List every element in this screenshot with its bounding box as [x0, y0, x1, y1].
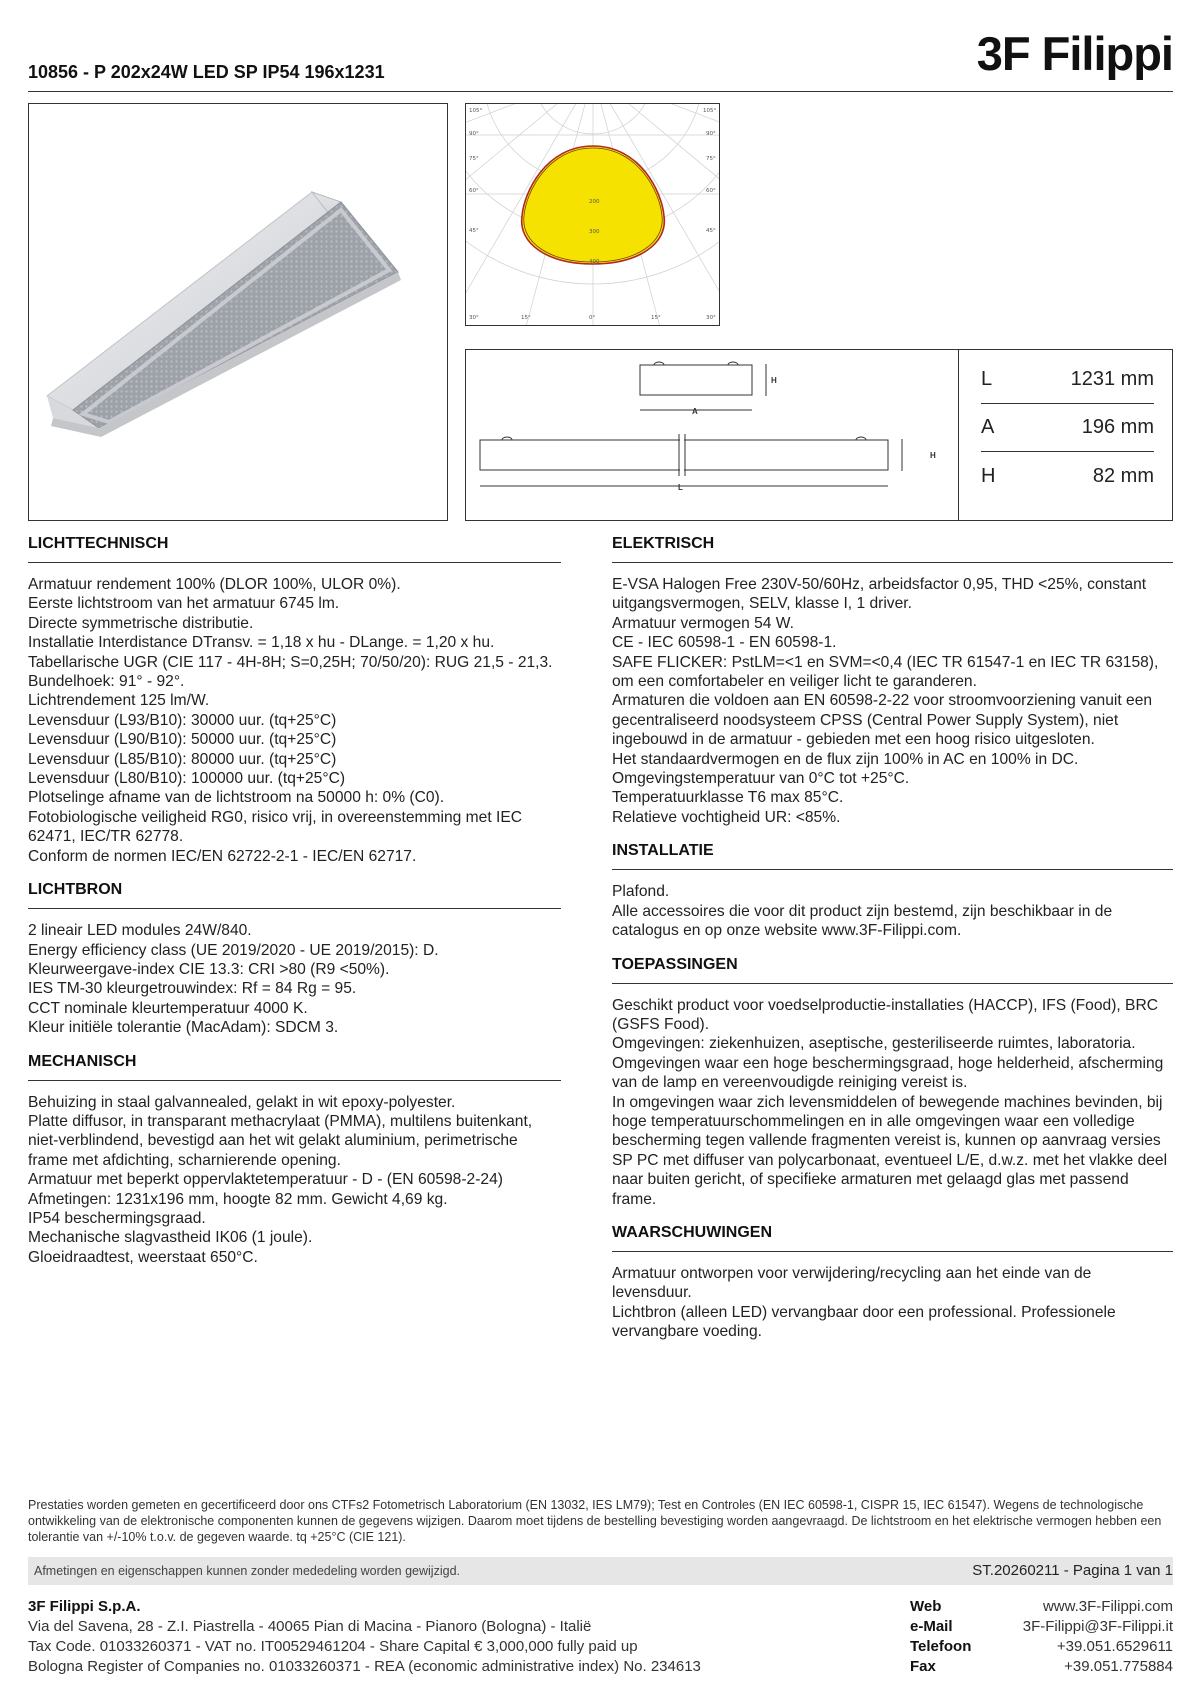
company-address: Via del Savena, 28 - Z.I. Piastrella - 40065 Pian di Macina - Pianoro (Bologna) - Italië: [28, 1618, 592, 1635]
right-column: [612, 535, 1173, 1357]
dimension-row-width: [981, 404, 1154, 452]
spec-line: Het standaardvermogen en de flux zijn 100% in AC en 100% in DC.: [612, 750, 1079, 768]
spec-line: Platte diffusor, in transparant methacrylaat (PMMA), multilens buitenkant, niet-verblindend, bevestigd aan het wit gelakt aluminium, perimetrische frame met afdichting, scharnierende opening.: [28, 1112, 533, 1169]
spec-line: Omgevingen: ziekenhuizen, aseptische, gesteriliseerde ruimtes, laboratoria.: [612, 1035, 1136, 1053]
company-register: Bologna Register of Companies no. 01033260371 - REA (economic administrative index) No. 234613: [28, 1658, 701, 1675]
product-photo: [28, 103, 448, 521]
brand-logo: 3F Filippi: [976, 27, 1173, 80]
disclaimer-text: Afmetingen en eigenschappen kunnen zonder mededeling worden gewijzigd.: [34, 1564, 460, 1578]
section-heading-lichtbron: LICHTBRON: [28, 881, 561, 909]
spec-line: Omgevingstemperatuur van 0°C tot +25°C.: [612, 770, 910, 788]
spec-line: SAFE FLICKER: PstLM=<1 en SVM=<0,4 (IEC TR 61547-1 en IEC TR 63158), om een comfortabeler en veiliger licht te garanderen.: [612, 653, 1159, 691]
spec-line: Behuizing in staal galvannealed, gelakt in wit epoxy-polyester.: [28, 1093, 456, 1111]
spec-line: Fotobiologische veiligheid RG0, risico vrij, in overeenstemming met IEC 62471, IEC/TR 62778.: [28, 808, 523, 846]
contact-key: Web: [910, 1598, 942, 1615]
section-heading-mechanisch: MECHANISCH: [28, 1053, 561, 1081]
polar-diagram: [465, 103, 720, 326]
contact-fax: +39.051.775884: [1064, 1658, 1173, 1675]
header-divider: [28, 91, 1173, 92]
company-name: 3F Filippi S.p.A.: [28, 1598, 141, 1615]
polar-label: 45°: [469, 228, 479, 234]
contact-phone: +39.051.6529611: [1056, 1638, 1173, 1655]
section-body-elektrisch: [612, 575, 1173, 827]
section-body-lichttechnisch: [28, 575, 561, 866]
spec-line: Armatuur rendement 100% (DLOR 100%, ULOR 0%).: [28, 576, 401, 593]
polar-label: 75°: [706, 156, 716, 162]
section-body-mechanisch: [28, 1093, 561, 1268]
section-body-lichtbron: [28, 921, 561, 1037]
spec-line: Kleurweergave-index CIE 13.3: CRI >80 (R9 <50%).: [28, 960, 390, 978]
polar-lobe: [522, 146, 665, 264]
section-body-installatie: [612, 882, 1173, 940]
contact-web-link[interactable]: www.3F-Filippi.com: [1042, 1598, 1173, 1615]
drawing-label-a: A: [692, 407, 698, 416]
polar-label: 105°: [469, 108, 483, 114]
company-info: [28, 1597, 701, 1677]
contact-key: e-Mail: [910, 1618, 953, 1635]
polar-label: 300: [589, 229, 600, 235]
spec-line: Eerste lichtstroom van het armatuur 6745 lm.: [28, 595, 340, 613]
contact-row-fax: [910, 1657, 1173, 1677]
contact-row-email: [910, 1617, 1173, 1637]
contact-row-phone: [910, 1637, 1173, 1657]
dimension-drawing: [466, 350, 959, 520]
photometric-curve: [466, 104, 720, 326]
polar-label: 30°: [469, 315, 479, 321]
disclaimer-bar: [28, 1557, 1173, 1585]
polar-label: 105°: [703, 108, 717, 114]
spec-line: Armatuur met beperkt oppervlaktetemperatuur - D - (EN 60598-2-24): [28, 1171, 503, 1189]
spec-line: CCT nominale kleurtemperatuur 4000 K.: [28, 999, 308, 1017]
contact-key: Telefoon: [910, 1638, 972, 1655]
section-body-waarschuwingen: [612, 1264, 1173, 1342]
polar-label: 60°: [469, 188, 479, 194]
spec-line: Levensduur (L80/B10): 100000 uur. (tq+25°C): [28, 770, 346, 788]
spec-line: IP54 beschermingsgraad.: [28, 1209, 206, 1227]
section-heading-lichttechnisch: LICHTTECHNISCH: [28, 535, 561, 563]
left-column: [28, 535, 561, 1282]
drawing-label-h2: H: [930, 451, 936, 460]
spec-line: E-VSA Halogen Free 230V-50/60Hz, arbeidsfactor 0,95, THD <25%, constant uitgangsvermogen, SELV, klasse I, 1 driver.: [612, 576, 1147, 613]
spec-line: Kleur initiële tolerantie (MacAdam): SDCM 3.: [28, 1019, 339, 1037]
spec-line: Levensduur (L90/B10): 50000 uur. (tq+25°C): [28, 731, 337, 749]
spec-line: CE - IEC 60598-1 - EN 60598-1.: [612, 634, 837, 652]
polar-label: 15°: [651, 315, 661, 321]
spec-line: Tabellarische UGR (CIE 117 - 4H-8H; S=0,25H; 70/50/20): RUG 21,5 - 21,3.: [28, 653, 553, 671]
dimension-value: 1231 mm: [1070, 368, 1154, 390]
spec-line: Plotselinge afname van de lichtstroom na 50000 h: 0% (C0).: [28, 789, 445, 807]
spec-line: Temperatuurklasse T6 max 85°C.: [612, 789, 844, 807]
section-heading-toepassingen: TOEPASSINGEN: [612, 956, 1173, 984]
company-tax: Tax Code. 01033260371 - VAT no. IT00529461204 - Share Capital € 3,000,000 fully paid up: [28, 1638, 638, 1655]
dimension-row-height: [981, 452, 1154, 500]
contact-row-web: [910, 1597, 1173, 1617]
spec-line: Directe symmetrische distributie.: [28, 614, 254, 632]
contact-block: [910, 1597, 1173, 1677]
spec-line: Levensduur (L85/B10): 80000 uur. (tq+25°C): [28, 750, 337, 768]
spec-line: Lichtrendement 125 lm/W.: [28, 692, 210, 710]
spec-line: Alle accessoires die voor dit product zijn bestemd, zijn beschikbaar in de catalogus en op onze website www.3F-Filippi.com.: [612, 902, 1113, 940]
drawing-label-l: L: [678, 483, 683, 492]
polar-label: 90°: [469, 131, 479, 137]
section-heading-installatie: INSTALLATIE: [612, 842, 1173, 870]
dimension-key: A: [981, 416, 995, 438]
footnote: Prestaties worden gemeten en gecertificeerd door ons CTFs2 Fotometrisch Laboratorium (EN 13032, IES LM79); Test en Controles (EN IEC 60598-1, CISPR 15, IEC 61547). Wegens de technologische ontwikkeling van de elektronische componenten kunnen de gegevens wijzigen. Daarom moet tijdens de bestelling bevestiging worden aangevraagd. De lichtstroom en het elektrische vermogen hebben een tolerantie van +/-10% t.o.v. de gegeven waarde. tq +25°C (CIE 121).: [28, 1498, 1162, 1544]
section-heading-waarschuwingen: WAARSCHUWINGEN: [612, 1224, 1173, 1252]
spec-line: Gloeidraadtest, weerstaat 650°C.: [28, 1248, 258, 1266]
polar-label: 90°: [706, 131, 716, 137]
technical-drawing: [466, 350, 959, 520]
dimension-key: H: [981, 464, 996, 487]
dimensions-table: [961, 350, 1172, 520]
contact-key: Fax: [910, 1658, 936, 1675]
polar-label: 75°: [469, 156, 479, 162]
spec-line: In omgevingen waar zich levensmiddelen of bewegende machines bevinden, bij hoge temperatuurschommelingen en in alle omgevingen waar een volledige bescherming tegen vallende fragmenten vereist is, kunnen op aanvraag versies SP PC met diffuser van polycarbonaat, eventueel L/E, d.w.z. met het vlakke deel naar buiten gericht, of specifieke armaturen met gelaagd glas met passend frame.: [612, 1093, 1168, 1208]
dimension-row-length: [981, 356, 1154, 404]
spec-line: Installatie Interdistance DTransv. = 1,18 x hu - DLange. = 1,20 x hu.: [28, 634, 495, 652]
polar-label: 30°: [706, 315, 716, 321]
polar-label: 0°: [589, 315, 596, 321]
spec-line: Levensduur (L93/B10): 30000 uur. (tq+25°C): [28, 711, 337, 729]
spec-line: 2 lineair LED modules 24W/840.: [28, 922, 252, 940]
spec-line: Armatuur vermogen 54 W.: [612, 614, 795, 632]
spec-line: Energy efficiency class (UE 2019/2020 - UE 2019/2015): D.: [28, 941, 439, 959]
page-number: ST.20260211 - Pagina 1 van 1: [972, 1562, 1173, 1579]
dimension-value: 196 mm: [1081, 416, 1154, 438]
drawing-label-h: H: [771, 376, 777, 385]
spec-line: Omgevingen waar een hoge beschermingsgraad, hoge helderheid, afscherming van de lamp en vereenvoudigde reiniging vereist is.: [612, 1054, 1164, 1092]
spec-line: Conform de normen IEC/EN 62722-2-1 - IEC/EN 62717.: [28, 847, 417, 865]
polar-label: 45°: [706, 228, 716, 234]
spec-line: Lichtbron (alleen LED) vervangbaar door een professional. Professionele vervangbare voeding.: [612, 1303, 1116, 1341]
spec-line: IES TM-30 kleurgetrouwindex: Rf = 84 Rg = 95.: [28, 980, 357, 998]
dimension-key: L: [981, 368, 993, 390]
spec-line: Armatuur ontworpen voor verwijdering/recycling aan het einde van de levensduur.: [612, 1264, 1092, 1302]
spec-line: Armaturen die voldoen aan EN 60598-2-22 voor stroomvoorziening vanuit een gecentraliseerd noodsysteem CPSS (Central Power Supply System), niet ingebouwd in de armatuur - gebieden met een hoog risico uitgesloten.: [612, 692, 1153, 749]
polar-label: 60°: [706, 188, 716, 194]
spec-line: Plafond.: [612, 883, 670, 901]
contact-email-link[interactable]: 3F-Filippi@3F-Filippi.it: [1022, 1618, 1173, 1635]
polar-label: 200: [589, 199, 600, 205]
section-heading-elektrisch: ELEKTRISCH: [612, 535, 1173, 563]
polar-label: 400: [589, 259, 600, 265]
spec-line: Afmetingen: 1231x196 mm, hoogte 82 mm. Gewicht 4,69 kg.: [28, 1190, 448, 1208]
spec-line: Geschikt product voor voedselproductie-installaties (HACCP), IFS (Food), BRC (GSFS Food).: [612, 996, 1158, 1033]
dimensions-panel: [465, 349, 1173, 521]
spec-line: Bundelhoek: 91° - 92°.: [28, 673, 185, 691]
luminaire-image: [29, 104, 448, 521]
dimension-value: 82 mm: [1092, 464, 1154, 487]
product-title: 10856 - P 202x24W LED SP IP54 196x1231: [28, 62, 385, 82]
spec-line: Mechanische slagvastheid IK06 (1 joule).: [28, 1229, 313, 1247]
polar-label: 15°: [521, 315, 531, 321]
section-body-toepassingen: [612, 996, 1173, 1209]
spec-line: Relatieve vochtigheid UR: <85%.: [612, 808, 841, 826]
